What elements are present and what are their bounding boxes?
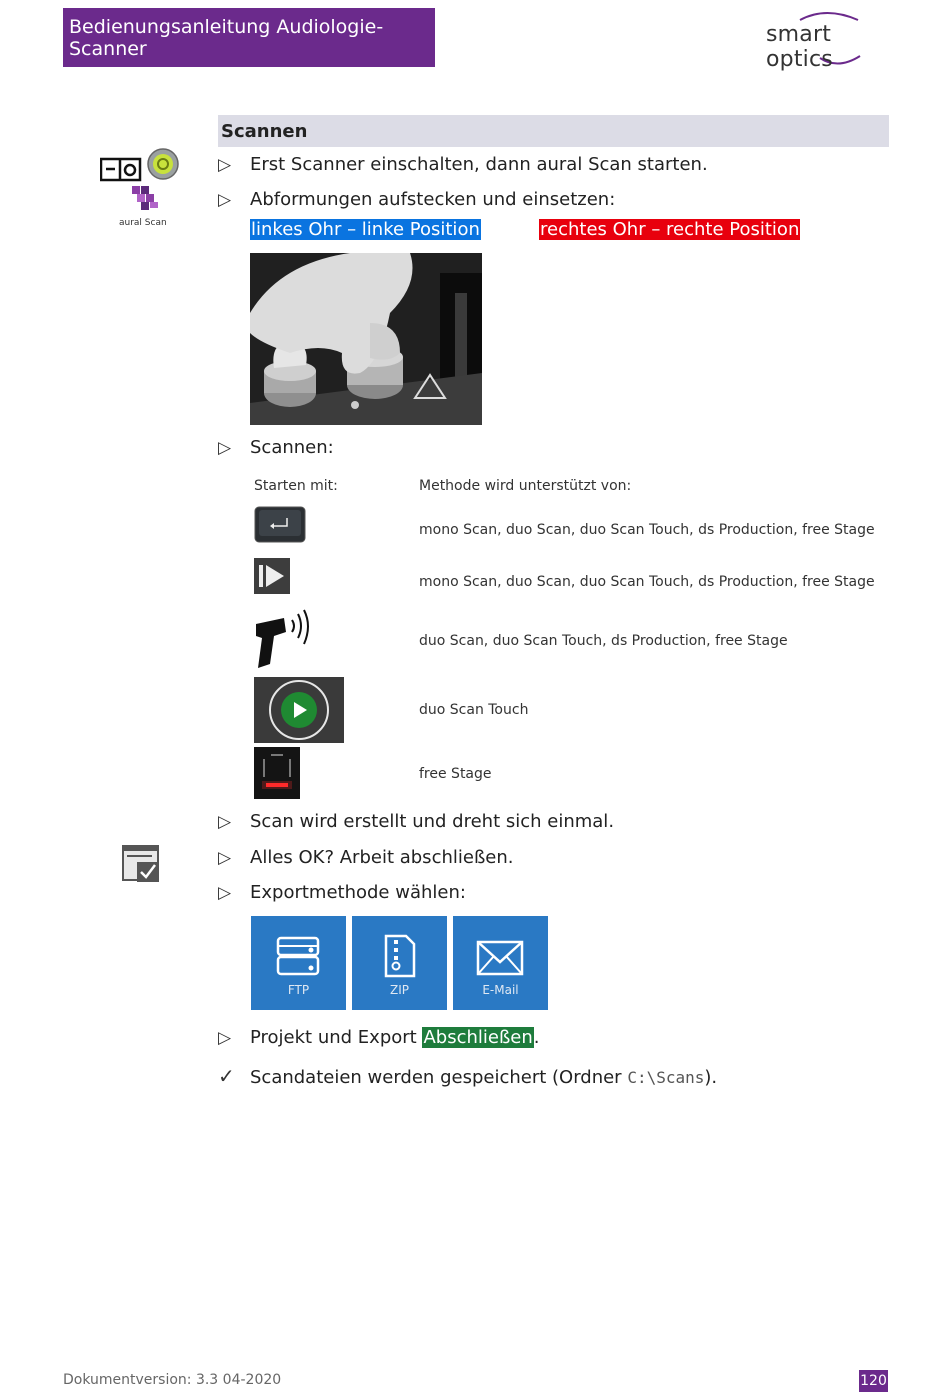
triangle-bullet-icon: ▷ <box>218 438 232 458</box>
brand-logo <box>760 8 890 72</box>
result-files-saved <box>250 1067 717 1088</box>
impression-mounting-photo <box>250 253 482 425</box>
right-ear-label <box>539 219 800 240</box>
email-label: E-Mail <box>482 983 519 997</box>
methods-enter-key: mono Scan, duo Scan, duo Scan Touch, ds Production, free Stage <box>419 522 875 538</box>
sidebar-scanner-group <box>100 148 182 230</box>
result-text: Scandateien werden gespeichert (Ordner <box>250 1067 628 1088</box>
aural-scan-label: aural Scan <box>119 218 167 228</box>
zip-file-icon <box>374 934 424 978</box>
step-scan: Scannen: <box>250 437 334 458</box>
triangle-bullet-icon: ▷ <box>218 1028 232 1048</box>
finish-work-icon[interactable] <box>122 844 160 882</box>
ftp-export-button[interactable] <box>251 916 346 1010</box>
triangle-bullet-icon: ▷ <box>218 883 232 903</box>
touch-play-icon[interactable] <box>254 677 344 743</box>
zip-label: ZIP <box>390 983 409 997</box>
play-icon[interactable] <box>254 558 290 594</box>
envelope-icon <box>475 934 525 978</box>
section-title: Scannen <box>218 115 889 147</box>
free-stage-icon[interactable] <box>254 747 300 799</box>
logo-text: smart optics <box>766 22 833 72</box>
enter-key-icon[interactable] <box>254 506 306 543</box>
aural-scan-icon <box>132 186 158 210</box>
barcode-scanner-icon[interactable] <box>252 608 318 672</box>
column-supported-methods: Methode wird unterstützt von: <box>419 478 632 494</box>
step-scan-created: Scan wird erstellt und dreht sich einmal. <box>250 811 615 832</box>
triangle-bullet-icon: ▷ <box>218 190 232 210</box>
left-ear-highlight: linkes Ohr – linke Position <box>251 219 480 240</box>
triangle-bullet-icon: ▷ <box>218 812 232 832</box>
abschliessen-button[interactable]: Abschließen <box>423 1027 533 1048</box>
server-icon <box>273 934 323 978</box>
step-mount-impressions: Abformungen aufstecken und einsetzen: <box>250 189 616 210</box>
left-ear-label <box>250 219 481 240</box>
header-title: Bedienungsanleitung Audiologie-Scanner <box>63 8 435 67</box>
step-power-on: Erst Scanner einschalten, dann aural Scan starten. <box>250 154 708 175</box>
triangle-bullet-icon: ▷ <box>218 155 232 175</box>
step-finish-project <box>250 1027 540 1048</box>
result-text-end: ). <box>704 1067 718 1088</box>
document-version: Dokumentversion: 3.3 04-2020 <box>63 1372 282 1388</box>
step-finish-work: Alles OK? Arbeit abschließen. <box>250 847 514 868</box>
page-number: 120 <box>859 1370 888 1392</box>
column-start-with: Starten mit: <box>254 478 338 494</box>
triangle-bullet-icon: ▷ <box>218 848 232 868</box>
finish-project-period: . <box>533 1027 540 1048</box>
step-choose-export: Exportmethode wählen: <box>250 882 466 903</box>
result-folder-path: C:\Scans <box>627 1068 705 1087</box>
finish-project-text: Projekt und Export <box>250 1027 423 1048</box>
methods-touch-play: duo Scan Touch <box>419 702 529 718</box>
ftp-label: FTP <box>287 983 310 997</box>
hand-photo-illustration <box>250 253 482 425</box>
zip-export-button[interactable] <box>352 916 447 1010</box>
methods-free-stage: free Stage <box>419 766 492 782</box>
methods-play: mono Scan, duo Scan, duo Scan Touch, ds Production, free Stage <box>419 574 875 590</box>
right-ear-highlight: rechtes Ohr – rechte Position <box>540 219 800 240</box>
email-export-button[interactable] <box>453 916 548 1010</box>
checkmark-icon: ✓ <box>218 1064 235 1088</box>
methods-barcode-scanner: duo Scan, duo Scan Touch, ds Production, free Stage <box>419 633 788 649</box>
